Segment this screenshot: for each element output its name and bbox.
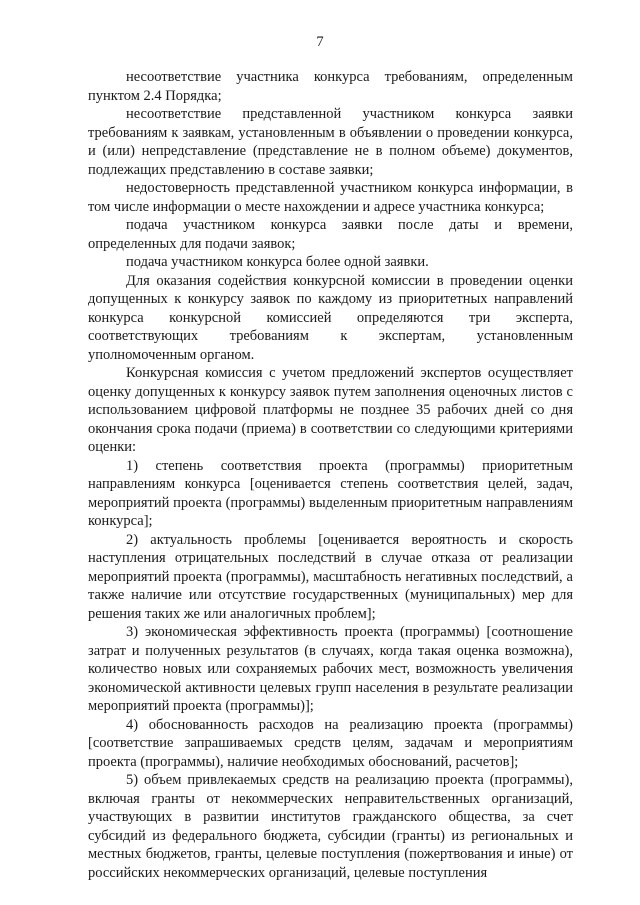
criteria-item: 2) актуальность проблемы [оценивается вероятность и скорость наступления отрицательных последствий в случае отказа от реализации мероприятий проекта (программы), масштабность негативных последствий, а также наличие или отсутствие государственных (муниципальных) мер для решения таких же или аналогичных проблем]; (88, 531, 573, 622)
document-body (88, 68, 573, 882)
criteria-item: 5) объем привлекаемых средств на реализацию проекта (программы), включая гранты от некоммерческих неправительственных организаций, участвующих в развитии институтов гражданского общества, за счет субсидий из федерального бюджета, субсидии (гранты) из региональных и местных бюджетов, гранты, целевые поступления (пожертвования и иные) от российских некоммерческих организаций, целевые поступления (88, 772, 573, 881)
paragraph: несоответствие участника конкурса требованиям, определенным пунктом 2.4 Порядка; (88, 69, 573, 104)
criteria-item: 3) экономическая эффективность проекта (программы) [соотношение затрат и полученных результатов (в случаях, когда такая оценка возможна), количество новых или сохраняемых рабочих мест, возможность увеличения экономической активности целевых групп населения в результате реализации мероприятий проекта (программы)]; (88, 624, 573, 714)
paragraph: подача участником конкурса заявки после даты и времени, определенных для подачи заявок; (88, 217, 573, 252)
paragraph: недостоверность представленной участником конкурса информации, в том числе информации о месте нахождении и адресе участника конкурса; (88, 180, 573, 215)
paragraph: подача участником конкурса более одной заявки. (126, 254, 429, 270)
page-number: 7 (316, 34, 324, 50)
paragraph: Для оказания содействия конкурсной комиссии в проведении оценки допущенных к конкурсу заявок по каждому из приоритетных направлений конкурса конкурсной комиссией определяются три эксперта, соответствующих требованиям к экспертам, установленным уполномоченным органом. (88, 272, 573, 363)
paragraph: Конкурсная комиссия с учетом предложений экспертов осуществляет оценку допущенных к конкурсу заявок путем заполнения оценочных листов с использованием цифровой платформы не позднее 35 рабочих дней со дня окончания срока подачи (приема) в соответствии со следующими критериями оценки: (88, 365, 573, 455)
paragraph: несоответствие представленной участником конкурса заявки требованиям к заявкам, установленным в объявлении о проведении конкурса, и (или) непредставление (представление не в полном объеме) документов, подлежащих представлению в составе заявки; (88, 106, 573, 178)
criteria-item: 4) обоснованность расходов на реализацию проекта (программы) [соответствие запрашиваемых средств целям, задачам и мероприятиям проекта (программы), наличие необходимых обоснований, расчетов]; (88, 716, 573, 770)
criteria-item: 1) степень соответствия проекта (программы) приоритетным направлениям конкурса [оценивается степень соответствия целей, задач, мероприятий проекта (программы) выделенным приоритетным направлениям конкурса]; (88, 457, 573, 529)
